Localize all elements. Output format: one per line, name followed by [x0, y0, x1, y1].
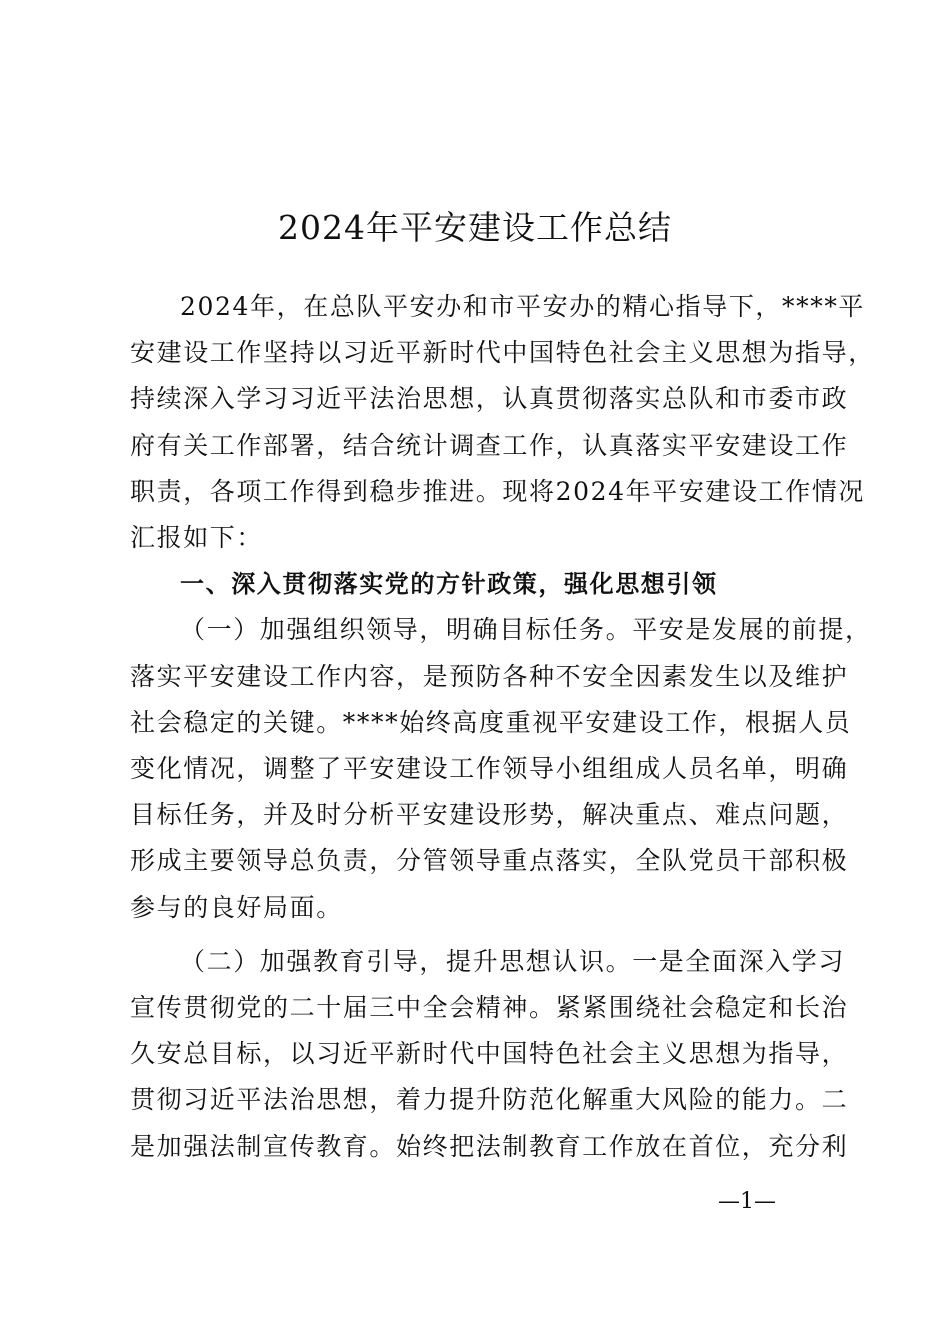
text-line: 2024年，在总队平安办和市平安办的精心指导下，****平: [180, 292, 866, 321]
paragraph-organization-leadership: [130, 607, 872, 930]
page-number: —1—: [718, 1189, 776, 1214]
text-line: （二）加强教育引导，提升思想认识。一是全面深入学习: [180, 946, 846, 976]
text-line: 府有关工作部署，结合统计调查工作，认真落实平安建设工作: [130, 430, 849, 460]
intro-paragraph: [130, 284, 875, 561]
text-line: 贯彻习近平法治思想，着力提升防范化解重大风险的能力。二: [130, 1085, 849, 1115]
text-line: 职责，各项工作得到稳步推进。现将2024年平安建设工作情况: [130, 476, 866, 506]
text-line: 落实平安建设工作内容，是预防各种不安全因素发生以及维护: [130, 661, 849, 691]
text-line: 形成主要领导总负责，分管领导重点落实，全队党员干部积极: [130, 846, 849, 876]
document-body: [130, 284, 875, 1170]
text-line: 是加强法制宣传教育。始终把法制教育工作放在首位，充分利: [130, 1131, 849, 1161]
paragraph-spacer: [130, 931, 835, 939]
text-line: 汇报如下：: [130, 523, 264, 553]
text-line: 目标任务，并及时分析平安建设形势，解决重点、难点问题，: [130, 800, 849, 830]
text-line: 参与的良好局面。: [130, 892, 343, 922]
text-line: 久安总目标，以习近平新时代中国特色社会主义思想为指导，: [130, 1039, 849, 1069]
text-line: 宣传贯彻党的二十届三中全会精神。紧紧围绕社会稳定和长治: [130, 993, 849, 1023]
text-line: 持续深入学习习近平法治思想，认真贯彻落实总队和市委市政: [130, 384, 849, 414]
text-line: 安建设工作坚持以习近平新时代中国特色社会主义思想为指导，: [130, 338, 875, 368]
section-heading: 一、深入贯彻落实党的方针政策，强化思想引领: [180, 570, 718, 599]
paragraph-education-guidance: [130, 939, 849, 1170]
text-line: 社会稳定的关键。****始终高度重视平安建设工作，根据人员: [130, 707, 852, 737]
text-line: 变化情况，调整了平安建设工作领导小组组成人员名单，明确: [130, 754, 849, 784]
text-line: （一）加强组织领导，明确目标任务。平安是发展的前提，: [180, 615, 872, 645]
document-title: 2024年平安建设工作总结: [278, 208, 672, 247]
